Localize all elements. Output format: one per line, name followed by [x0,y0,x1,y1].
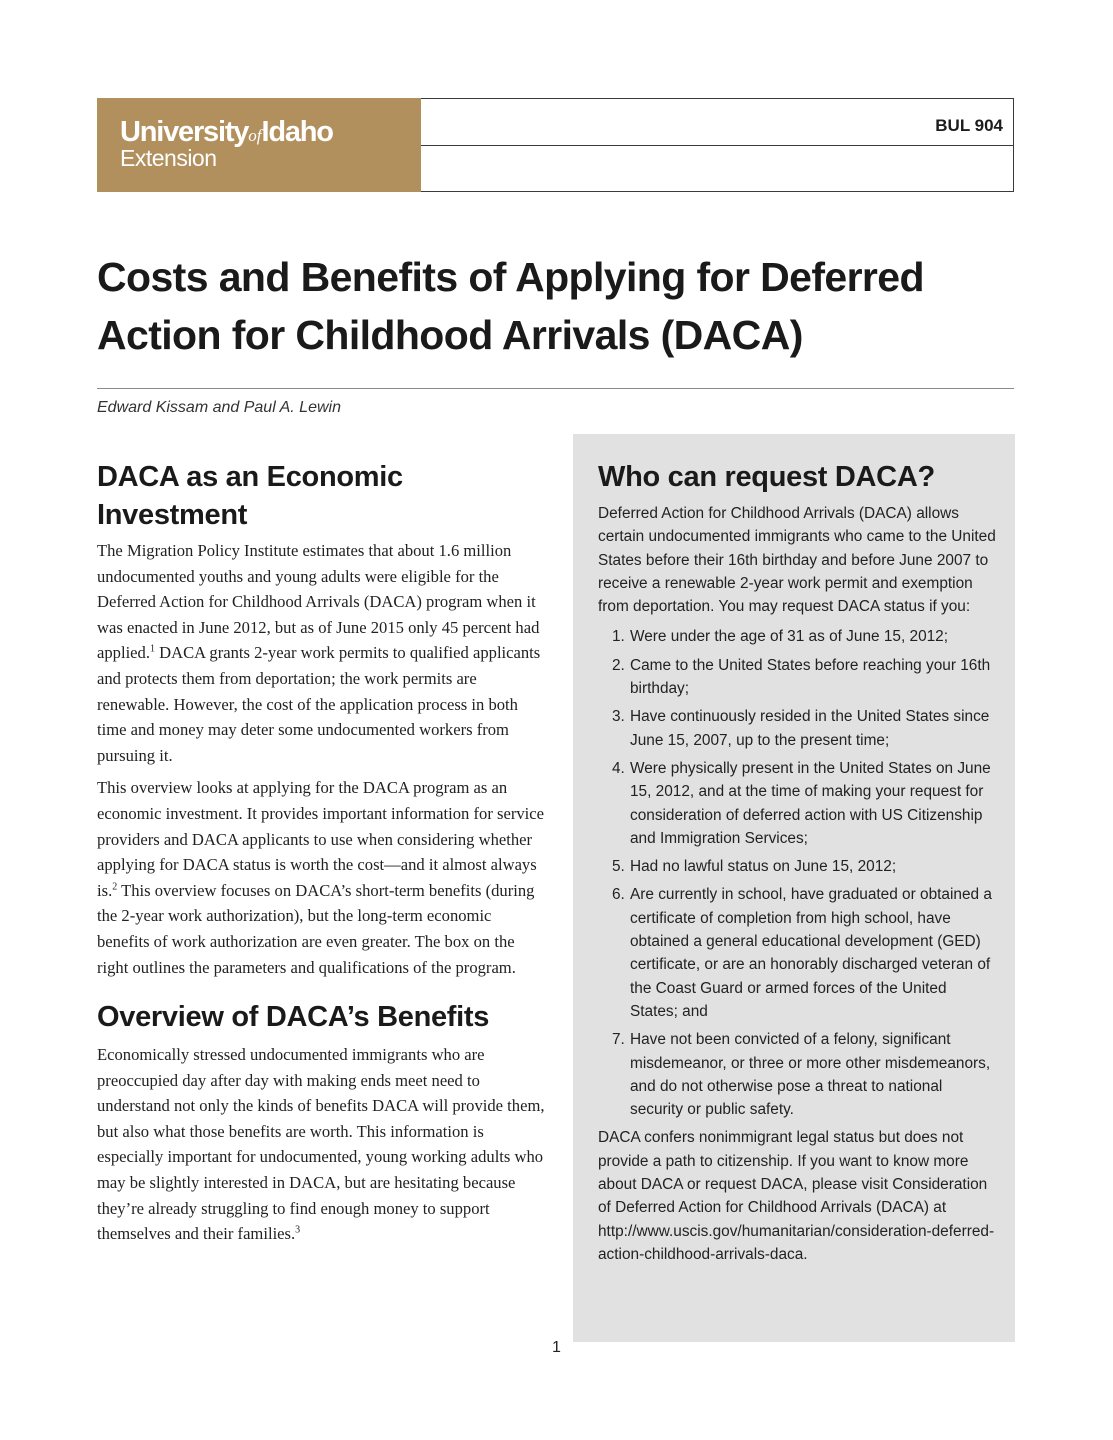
sidebar-content [598,502,998,1266]
paragraph: This overview looks at applying for the DACA program as an economic investment. It provides important information for service providers and DACA applicants to use when considering whether applying for DACA status is worth the cost—and it almost always is.$^2$ This overview focuses on DACA’s short-term benefits (during the 2-year work authorization), but the long-term economic benefits of work authorization are even greater. The box on the right outlines the parameters and qualifications of the program. [97,778,544,977]
list-item: 6. Are currently in school, have graduated or obtained a certificate of completion from high school, have obtained a general educational development (GED) certificate, or are an honorably discharged veteran of the Coast Guard or armed forces of the United States; and [612,886,992,1020]
paragraph: Economically stressed undocumented immigrants who are preoccupied day after day with making ends meet need to understand not only the kinds of benefits DACA will provide them, but also what those benefits are worth. This information is especially important for undocumented, young working adults who may be slightly interested in DACA, but are hesitating because they’re already struggling to find enough money to support themselves and their families.$^3$ [97,1045,545,1244]
footnote-ref: 2 [112,881,118,893]
bulletin-number: BUL 904 [935,116,1003,135]
section-heading-benefits-overview: Overview of DACA’s Benefits [97,1001,490,1034]
authors: Edward Kissam and Paul A. Lewin [97,399,341,416]
main-column [97,458,545,1247]
list-item: 2. Came to the United States before reaching your 16th birthday; [612,656,991,698]
footnote-ref: 1 [150,643,155,655]
paragraph: The Migration Policy Institute estimates that about 1.6 million undocumented youths and young adults were eligible for the Deferred Action for Childhood Arrivals (DACA) program when it was enacted in June 2012, but as of June 2015 only 45 percent had applied.$^1$ DACA grants 2-year work permits to qualified applicants and protects them from deportation; the work permits are renewable. However, the cost of the application process in both time and money may deter some undocumented workers from pursuing it. [97,541,541,765]
list-item: 3. Have continuously resided in the United States since June 15, 2007, up to the present time; [612,708,990,749]
eligibility-sidebar [573,434,1015,1342]
list-item: 4. Were physically present in the United States on June 15, 2012, and at the time of making your request for consideration of deferred action with US Citizenship and Immigration Services; [612,759,991,847]
list-item: 1. Were under the age of 31 as of June 15, 2012; [612,628,949,646]
page-number: 1 [552,1339,561,1356]
section-heading-economic-investment: DACA as an Economic Investment [97,461,403,531]
header-divider [421,145,1013,146]
university-logo [97,98,421,192]
sidebar-intro: Deferred Action for Childhood Arrivals (DACA) allows certain undocumented immigrants who came to the United States before their 16th birthday and before June 2007 to receive a renewable 2-year work permit and exemption from deportation. You may request DACA status if you: [598,505,996,616]
document-title: Costs and Benefits of Applying for Deferred Action for Childhood Arrivals (DACA) [97,254,924,358]
header-banner [97,98,1014,192]
title-rule [97,388,1014,389]
footnote-ref: 3 [295,1224,301,1236]
header-info-box [421,98,1014,192]
list-item: 5. Had no lawful status on June 15, 2012; [612,858,897,876]
logo-extension: Extension [120,145,217,171]
list-item: 7. Have not been convicted of a felony, significant misdemeanor, or three or more other misdemeanors, and do not otherwise pose a threat to national security or public safety. [612,1031,991,1119]
eligibility-list [598,625,998,1121]
sidebar-heading: Who can request DACA? [598,461,935,493]
sidebar-closing: DACA confers nonimmigrant legal status but does not provide a path to citizenship. If you want to know more about DACA or request DACA, please visit Consideration of Deferred Action for Childhood Arrivals (DACA) at http://www.uscis.gov/humanitarian/consideration-deferred-action-childhood-arrivals-daca. [598,1129,995,1263]
logo-wordmark: UniversityofIdaho [120,116,333,148]
